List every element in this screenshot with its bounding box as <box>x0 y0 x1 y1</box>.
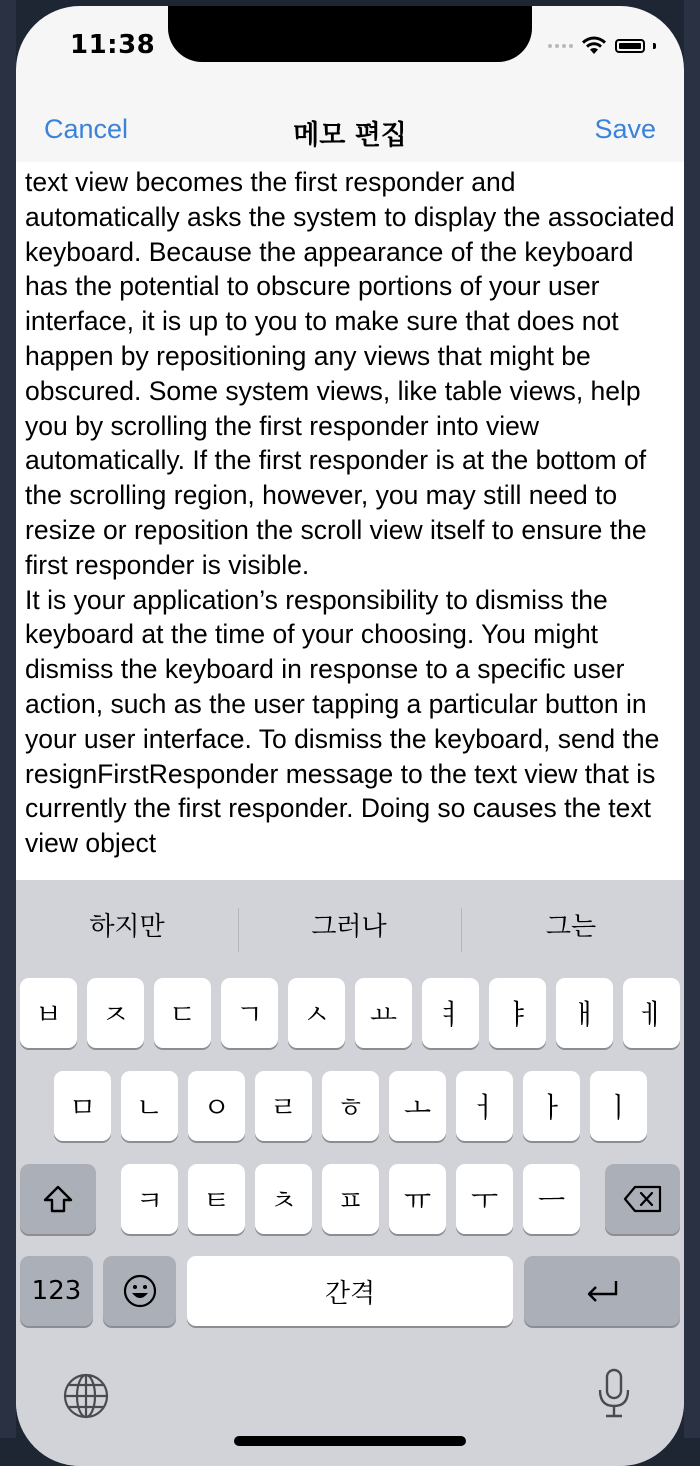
key-label: ㅏ <box>537 1091 566 1124</box>
key-s[interactable] <box>288 978 345 1048</box>
key-j[interactable] <box>87 978 144 1048</box>
key-label: ㅌ <box>202 1184 231 1217</box>
key-e[interactable] <box>623 978 680 1048</box>
key-label: ㄱ <box>235 998 264 1031</box>
key-label: ㄹ <box>269 1091 298 1124</box>
key-label: ㅁ <box>68 1091 97 1124</box>
key-p[interactable] <box>322 1164 379 1234</box>
return-icon <box>584 1278 620 1304</box>
suggestion-bar <box>16 880 684 968</box>
backspace-icon <box>623 1185 663 1213</box>
key-label: ㅋ <box>135 1184 164 1217</box>
key-n[interactable] <box>121 1071 178 1141</box>
korean-keyboard <box>16 880 684 1466</box>
key-o[interactable] <box>389 1071 446 1141</box>
page-title: 메모 편집 <box>293 120 407 151</box>
battery-tip <box>653 43 656 49</box>
key-a[interactable] <box>523 1071 580 1141</box>
backspace-key[interactable] <box>605 1164 680 1234</box>
key-label: ㅑ <box>503 998 532 1031</box>
key-d[interactable] <box>154 978 211 1048</box>
status-time: 11:38 <box>70 30 156 60</box>
space-key[interactable] <box>187 1256 513 1326</box>
key-m[interactable] <box>54 1071 111 1141</box>
battery-icon <box>615 39 645 53</box>
key-label: ㅜ <box>470 1184 499 1217</box>
memo-paragraph-1: text view becomes the first responder and automatically asks the system to display the associated keyboard. Because the appearance of the keyboard has the potential to obscure portions of your user interface, it is up to you to make sure that does not happen by repositioning any views that might be obscured. Some system views, like table views, help you by scrolling the first responder into view automatically. If the first responder is at the bottom of the scrolling region, however, you may still need to resize or reposition the scroll view itself to ensure the first responder is visible. <box>25 167 675 580</box>
suggestion-2[interactable]: 그러나 <box>311 912 387 942</box>
shift-icon <box>42 1184 74 1214</box>
key-t[interactable] <box>188 1164 245 1234</box>
key-label: ㅗ <box>403 1091 432 1124</box>
device-frame-left <box>0 0 16 1438</box>
key-yeo[interactable] <box>422 978 479 1048</box>
key-ch[interactable] <box>255 1164 312 1234</box>
key-eu[interactable] <box>523 1164 580 1234</box>
key-i[interactable] <box>590 1071 647 1141</box>
numbers-key[interactable] <box>20 1256 93 1326</box>
key-ae[interactable] <box>556 978 613 1048</box>
key-label: ㅇ <box>202 1091 231 1124</box>
shift-key[interactable] <box>20 1164 96 1234</box>
key-label: ㅂ <box>34 998 63 1031</box>
key-eo[interactable] <box>456 1071 513 1141</box>
cancel-button[interactable]: Cancel <box>44 114 129 144</box>
key-label: ㅈ <box>101 998 130 1031</box>
key-label: ㅛ <box>369 998 398 1031</box>
key-h[interactable] <box>322 1071 379 1141</box>
key-g[interactable] <box>221 978 278 1048</box>
key-label: ㅊ <box>269 1184 298 1217</box>
key-ya[interactable] <box>489 978 546 1048</box>
device-frame-right <box>684 0 700 1438</box>
key-ng[interactable] <box>188 1071 245 1141</box>
memo-paragraph-2: It is your application’s responsibility to dismiss the keyboard at the time of your choosing. You might dismiss the keyboard in response to a specific user action, such as the user tapping a particular button in your user interface. To dismiss the keyboard, send the resignFirstResponder message to the text view that is currently the first responder. Doing so causes the text view object <box>25 584 660 859</box>
suggestion-3[interactable]: 그는 <box>545 912 597 942</box>
key-b[interactable] <box>20 978 77 1048</box>
key-label: ㅓ <box>470 1091 499 1124</box>
key-label: ㅕ <box>436 998 465 1031</box>
key-label: ㅍ <box>336 1184 365 1217</box>
memo-text-view[interactable] <box>16 162 684 880</box>
key-yu[interactable] <box>389 1164 446 1234</box>
emoji-icon <box>122 1273 158 1309</box>
globe-icon[interactable] <box>62 1372 110 1420</box>
key-label: ㅡ <box>537 1184 566 1217</box>
key-label: 간격 <box>324 1278 376 1309</box>
key-label: ㅠ <box>403 1184 432 1217</box>
key-label: 123 <box>31 1276 82 1306</box>
key-u[interactable] <box>456 1164 513 1234</box>
navigation-bar <box>16 96 684 163</box>
key-label: ㅣ <box>604 1091 633 1124</box>
key-label: ㄷ <box>168 998 197 1031</box>
key-label: ㅔ <box>637 998 666 1031</box>
return-key[interactable] <box>524 1256 680 1326</box>
cellular-signal-icon <box>548 44 573 48</box>
key-r[interactable] <box>255 1071 312 1141</box>
phone-screen <box>16 6 684 1466</box>
wifi-icon <box>581 36 607 56</box>
key-label: ㅅ <box>302 998 331 1031</box>
suggestion-1[interactable]: 하지만 <box>89 912 165 942</box>
key-label: ㅎ <box>336 1091 365 1124</box>
key-yo[interactable] <box>355 978 412 1048</box>
device-notch <box>168 6 532 62</box>
microphone-icon[interactable] <box>594 1368 634 1420</box>
status-icons <box>548 36 656 56</box>
key-label: ㅐ <box>570 998 599 1031</box>
save-button[interactable]: Save <box>594 114 656 144</box>
emoji-key[interactable] <box>103 1256 176 1326</box>
key-k[interactable] <box>121 1164 178 1234</box>
key-label: ㄴ <box>135 1091 164 1124</box>
